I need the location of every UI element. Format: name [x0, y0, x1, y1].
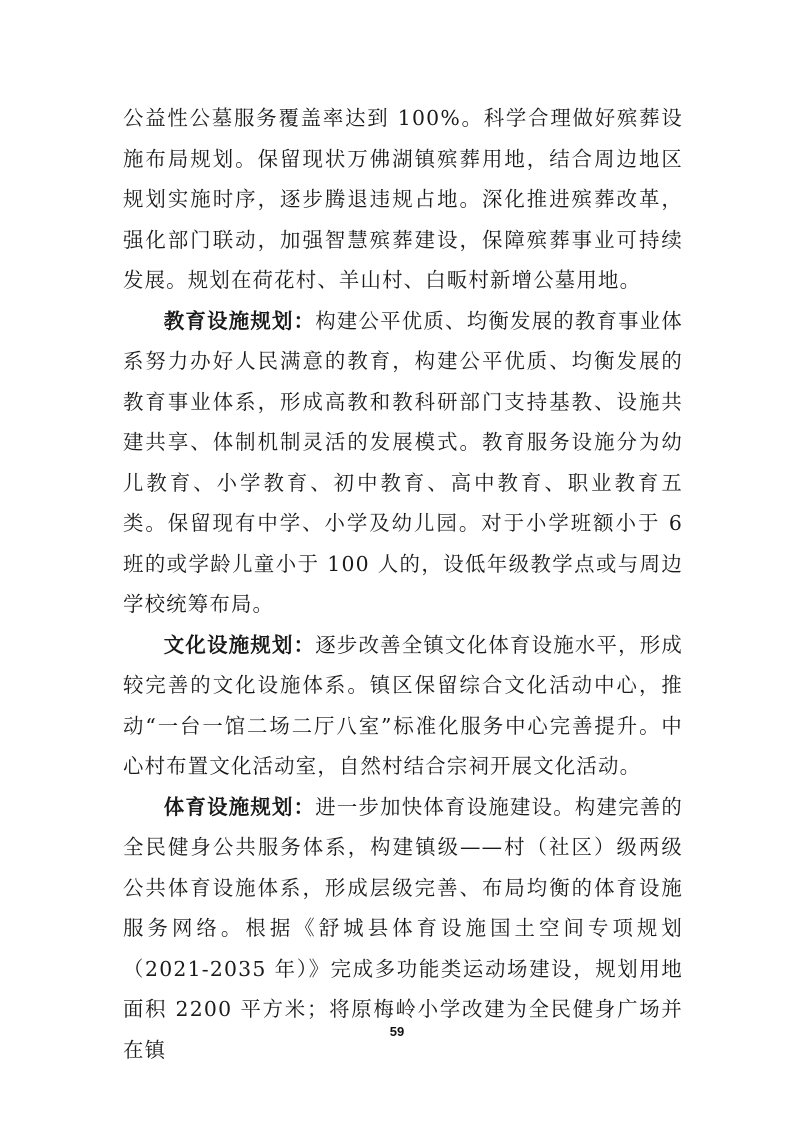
paragraph-heading: 体育设施规划： — [163, 794, 316, 819]
paragraph-text: 构建公平优质、均衡发展的教育事业体系努力办好人民满意的教育，构建公平优质、均衡发展的教育事业体系，形成高教和教科研部门支持基教、设施共建共享、体制机制灵活的发展模式。教育服务设施分为幼儿教育、小学教育、初中教育、高中教育、职业教育五类。保留现有中学、小学及幼儿园。对于小学班额小于 6 班的或学龄儿童小于 100 人的，设低年级教学点或与周边学校统筹布局。 — [123, 308, 683, 616]
paragraph-cemetery — [123, 98, 683, 301]
paragraph-text: 公益性公墓服务覆盖率达到 100%。科学合理做好殡葬设施布局规划。保留现状万佛湖镇殡葬用地，结合周边地区规划实施时序，逐步腾退违规占地。深化推进殡葬改革，强化部门联动，加强智慧殡葬建设，保障殡葬事业可持续发展。规划在荷花村、羊山村、白畈村新增公墓用地。 — [123, 106, 683, 292]
paragraph-culture — [123, 625, 683, 787]
paragraph-education — [123, 301, 683, 625]
document-body — [123, 98, 683, 1070]
paragraph-heading: 文化设施规划： — [163, 632, 316, 657]
paragraph-text: 逐步改善全镇文化体育设施水平，形成较完善的文化设施体系。镇区保留综合文化活动中心，推动“一台一馆二场二厅八室”标准化服务中心完善提升。中心村布置文化活动室，自然村结合宗祠开展文化活动。 — [123, 632, 683, 778]
paragraph-heading: 教育设施规划： — [163, 308, 316, 333]
paragraph-text: 进一步加快体育设施建设。构建完善的全民健身公共服务体系，构建镇级——村（社区）级两级公共体育设施体系，形成层级完善、布局均衡的体育设施服务网络。根据《舒城县体育设施国土空间专项规划（2021-2035 年）》完成多功能类运动场建设，规划用地面积 2200 平方米；将原梅岭小学改建为全民健身广场并在镇 — [123, 794, 683, 1062]
page-number: 59 — [389, 1024, 405, 1039]
